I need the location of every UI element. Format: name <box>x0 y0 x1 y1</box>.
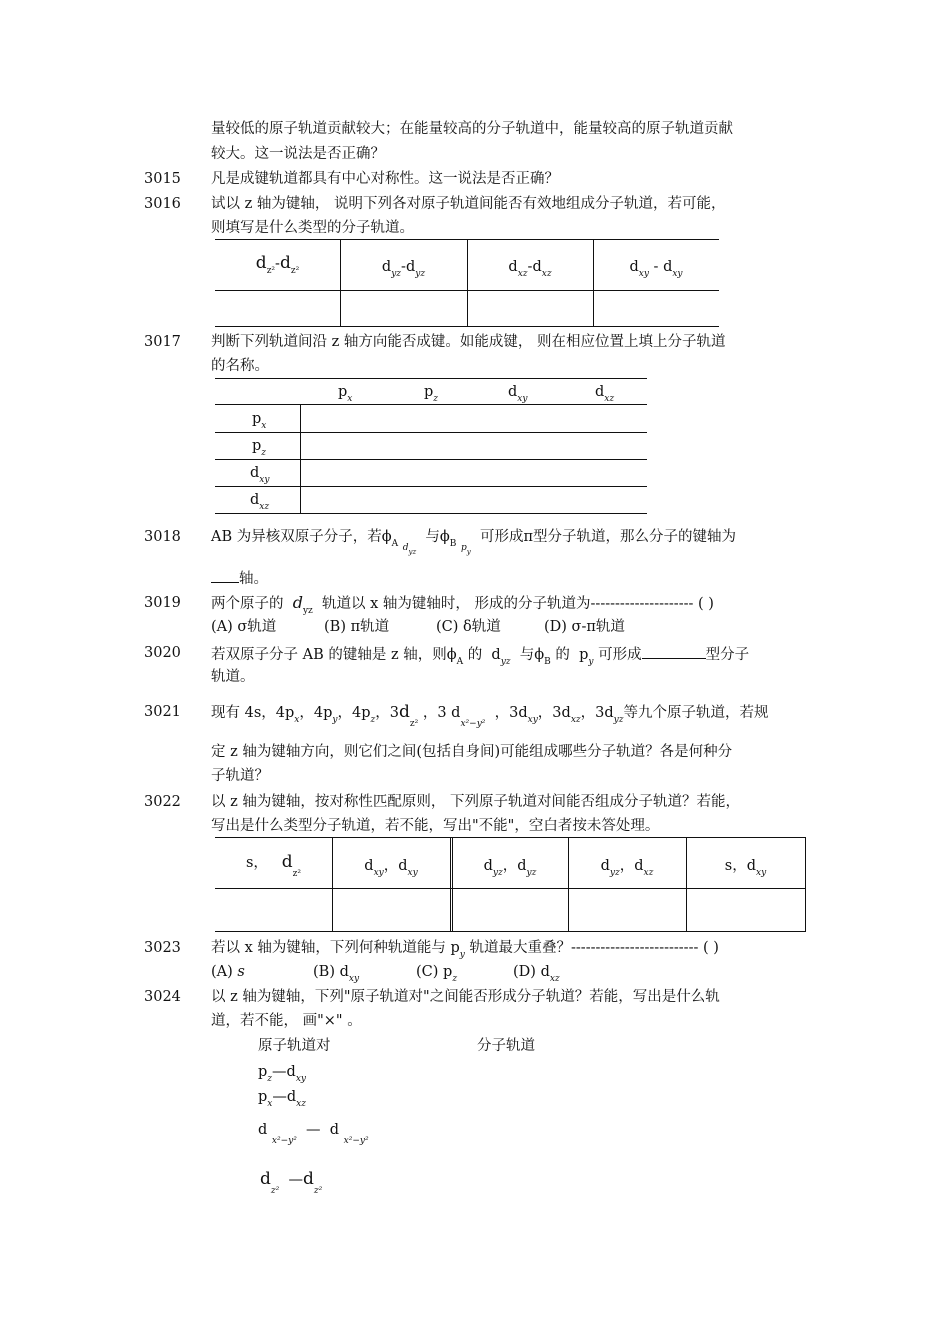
q3018-number: 3018 <box>144 529 181 545</box>
q3022-header-2: $d_{xy}$，$d_{xy}$ <box>364 858 418 878</box>
q3019-option-c: (C) δ轨道 <box>436 619 501 635</box>
q3017-row-dxz: $d_{xz}$ <box>250 492 270 512</box>
q3022-line-1: 以 z 轴为键轴，按对称性匹配原则， 下列原子轨道对间能否组成分子轨道？若能， <box>211 794 740 810</box>
q3017-col-dxz: $d_{xz}$ <box>595 384 615 404</box>
q3022-header-1: s， $d_{z^2}$ <box>245 852 302 879</box>
q3022-number: 3022 <box>144 794 181 810</box>
q3016-line-2: 则填写是什么类型的分子轨道。 <box>211 220 414 236</box>
intro-line-1: 量较低的原子轨道贡献较大；在能量较高的分子轨道中，能量较高的原子轨道贡献 <box>211 121 733 137</box>
intro-line-2: 较大。这一说法是否正确？ <box>211 146 385 162</box>
q3019-option-a: (A) σ轨道 <box>211 619 277 635</box>
q3016-header-3: $d_{xz}-d_{xz}$ <box>508 259 552 279</box>
q3016-header-1: $d_{z^2}-d_{z^2}$ <box>255 253 300 276</box>
q3021-line-2: 定 z 轴为键轴方向，则它们之间(包括自身间)可能组成哪些分子轨道？各是何种分 <box>211 744 733 760</box>
q3020-blank <box>642 644 706 659</box>
q3021-line-1: 现有 4s，$4p_x$，$4p_y$，$4p_z$，$3d_{z^2}$ ，3 $d_{x^2-y^2}$ ，$3d_{xy}$，$3d_{xz}$，$3d_{yz}$等九个原子轨道，若规 <box>211 702 769 729</box>
q3024-line-2: 道，若不能， 画"×" 。 <box>211 1013 362 1029</box>
q3023-number: 3023 <box>144 940 181 956</box>
q3017-row-px: $p_x$ <box>252 411 267 431</box>
q3017-line-2: 的名称。 <box>211 358 269 374</box>
q3017-col-pz: $p_z$ <box>424 384 439 404</box>
q3018-line-2: 轴。 <box>211 568 268 588</box>
q3019-line-1: 两个原子的 $d_{yz}$ 轨道以 x 轴为键轴时， 形成的分子轨道为--------------------- ( ) <box>211 593 714 616</box>
q3018-blank <box>211 568 239 583</box>
q3016-header-4: $d_{xy} - d_{xy}$ <box>629 259 683 279</box>
q3019-number: 3019 <box>144 595 181 611</box>
q3018-line-1: AB 为异核双原子分子，若$\phi_A$ $_{dyz}$ 与$\phi_B$ $_{py}$ 可形成π型分子轨道，那么分子的键轴为 <box>211 529 736 556</box>
q3022-line-2: 写出是什么类型分子轨道，若不能，写出"不能"，空白者按未答处理。 <box>211 818 660 834</box>
q3016-header-2: $d_{yz}-d_{yz}$ <box>381 259 426 279</box>
q3022-header-5: s，$d_{xy}$ <box>724 858 767 878</box>
q3016-line-1: 试以 z 轴为键轴， 说明下列各对原子轨道间能否有效地组成分子轨道，若可能， <box>211 196 726 212</box>
q3015-text: 凡是成键轨道都具有中心对称性。这一说法是否正确？ <box>211 171 559 187</box>
q3017-row-pz: $p_z$ <box>252 438 267 458</box>
q3023-option-c: (C) $p_z$ <box>416 964 458 984</box>
q3024-pair-3: d $_{x^2-y^2}$ — d $_{x^2-y^2}$ <box>258 1122 369 1146</box>
q3019-option-b: (B) π轨道 <box>324 619 390 635</box>
q3023-option-d: (D) $d_{xz}$ <box>513 964 560 984</box>
q3024-col-orbital-pair: 原子轨道对 <box>258 1038 331 1054</box>
q3017-line-1: 判断下列轨道间沿 z 轴方向能否成键。如能成键， 则在相应位置上填上分子轨道 <box>211 334 726 350</box>
q3021-number: 3021 <box>144 704 181 720</box>
q3020-line-2: 轨道。 <box>211 669 255 685</box>
q3019-option-d: (D) σ-π轨道 <box>544 619 625 635</box>
q3021-line-3: 子轨道？ <box>211 768 269 784</box>
q3017-number: 3017 <box>144 334 181 350</box>
q3023-option-b: (B) $d_{xy}$ <box>313 964 360 984</box>
q3020-line-1: 若双原子分子 AB 的键轴是 z 轴，则$\phi_A$ 的 $d_{yz}$ 与$\phi_B$ 的 $p_y$ 可形成 型分子 <box>211 644 749 664</box>
q3023-option-a: (A) s <box>211 964 245 980</box>
q3022-header-4: $d_{yz}$，$d_{xz}$ <box>600 858 654 878</box>
q3020-number: 3020 <box>144 645 181 661</box>
q3024-pair-1: $p_z—d_{xy}$ <box>258 1064 307 1084</box>
q3017-col-px: $p_x$ <box>338 384 353 404</box>
q3024-number: 3024 <box>144 989 181 1005</box>
q3024-pair-2: $p_x—d_{xz}$ <box>258 1089 306 1109</box>
q3024-col-molecular-orbital: 分子轨道 <box>477 1038 535 1054</box>
q3024-pair-4: $d_{z^2}$ $—d_{z^2}$ <box>260 1169 323 1196</box>
q3015-number: 3015 <box>144 171 181 187</box>
q3016-number: 3016 <box>144 196 181 212</box>
q3017-col-dxy: $d_{xy}$ <box>508 384 528 404</box>
q3017-row-dxy: $d_{xy}$ <box>250 465 270 485</box>
q3023-line-1: 若以 x 轴为键轴，下列何种轨道能与 $p_y$ 轨道最大重叠？-------------------------- ( ) <box>211 940 719 960</box>
q3024-line-1: 以 z 轴为键轴，下列"原子轨道对"之间能否形成分子轨道？若能，写出是什么轨 <box>211 989 720 1005</box>
q3022-header-3: $d_{yz}$，$d_{yz}$ <box>483 858 537 878</box>
